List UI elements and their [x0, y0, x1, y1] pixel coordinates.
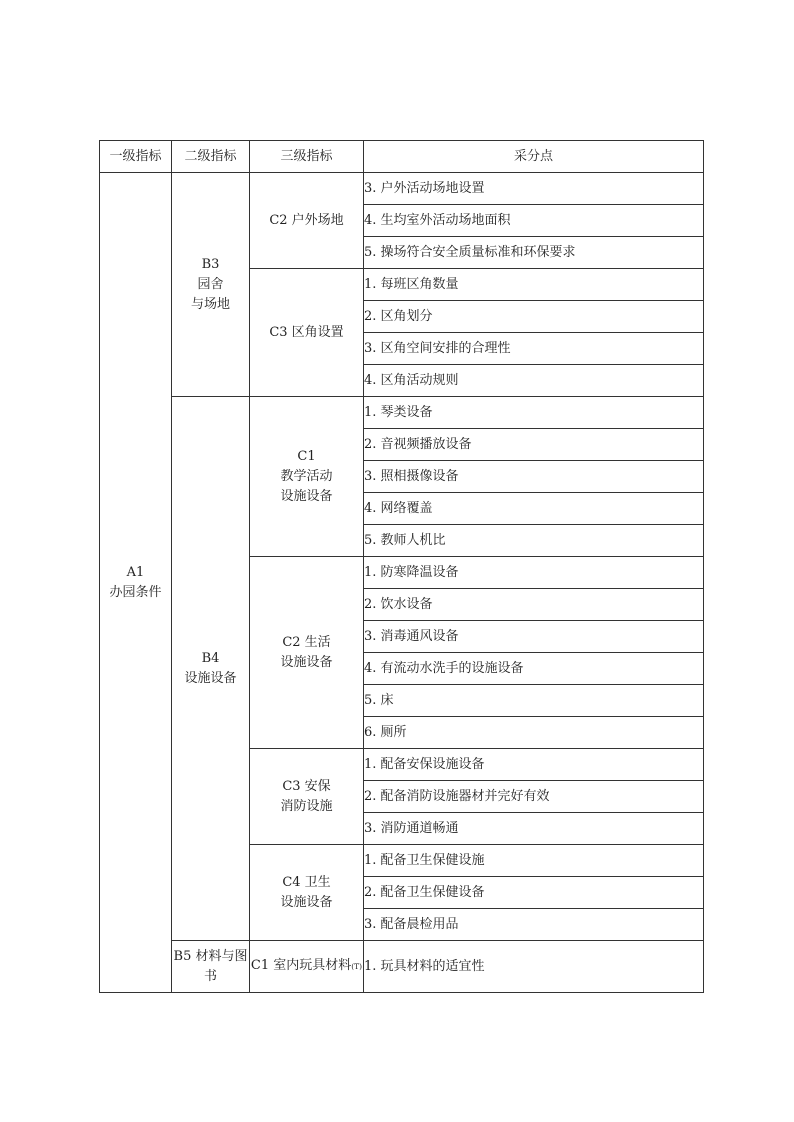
scoring-point: 4. 生均室外活动场地面积 [364, 205, 704, 237]
scoring-point: 2. 配备卫生保健设备 [364, 877, 704, 909]
scoring-point: 4. 网络覆盖 [364, 493, 704, 525]
scoring-point: 1. 防寒降温设备 [364, 557, 704, 589]
scoring-point: 1. 配备卫生保健设施 [364, 845, 704, 877]
scoring-point: 3. 配备晨检用品 [364, 909, 704, 941]
level3-c3-corner: C3 区角设置 [250, 269, 364, 397]
scoring-point: 2. 区角划分 [364, 301, 704, 333]
scoring-point: 3. 照相摄像设备 [364, 461, 704, 493]
level3-c1-teaching: C1 教学活动 设施设备 [250, 397, 364, 557]
scoring-point: 1. 配备安保设施设备 [364, 749, 704, 781]
scoring-point: 1. 玩具材料的适宜性 [364, 941, 704, 993]
scoring-point: 1. 每班区角数量 [364, 269, 704, 301]
scoring-point: 5. 床 [364, 685, 704, 717]
level3-c2-living: C2 生活 设施设备 [250, 557, 364, 749]
header-scoring-points: 采分点 [364, 141, 704, 173]
table-row [100, 941, 704, 993]
scoring-point: 2. 音视频播放设备 [364, 429, 704, 461]
level1-a1: A1 办园条件 [100, 173, 172, 993]
scoring-point: 2. 饮水设备 [364, 589, 704, 621]
indicator-table [99, 140, 704, 993]
scoring-point: 4. 有流动水洗手的设施设备 [364, 653, 704, 685]
level2-b5: B5 材料与图书 [172, 941, 250, 993]
table-row [100, 173, 704, 205]
level2-b3: B3 园舍 与场地 [172, 173, 250, 397]
scoring-point: 5. 操场符合安全质量标准和环保要求 [364, 237, 704, 269]
level2-b4: B4 设施设备 [172, 397, 250, 941]
scoring-point: 2. 配备消防设施器材并完好有效 [364, 781, 704, 813]
level3-c4-health: C4 卫生 设施设备 [250, 845, 364, 941]
scoring-point: 6. 厕所 [364, 717, 704, 749]
header-row [100, 141, 704, 173]
scoring-point: 5. 教师人机比 [364, 525, 704, 557]
scoring-point: 3. 区角空间安排的合理性 [364, 333, 704, 365]
level3-c2-outdoor: C2 户外场地 [250, 173, 364, 269]
level3-c3-safety: C3 安保 消防设施 [250, 749, 364, 845]
header-level2: 二级指标 [172, 141, 250, 173]
header-level1: 一级指标 [100, 141, 172, 173]
table-row [100, 397, 704, 429]
level3-c1-toys: C1 室内玩具材料(T) [250, 941, 364, 993]
scoring-point: 4. 区角活动规则 [364, 365, 704, 397]
scoring-point: 3. 消防通道畅通 [364, 813, 704, 845]
header-level3: 三级指标 [250, 141, 364, 173]
scoring-point: 1. 琴类设备 [364, 397, 704, 429]
scoring-point: 3. 户外活动场地设置 [364, 173, 704, 205]
scoring-point: 3. 消毒通风设备 [364, 621, 704, 653]
